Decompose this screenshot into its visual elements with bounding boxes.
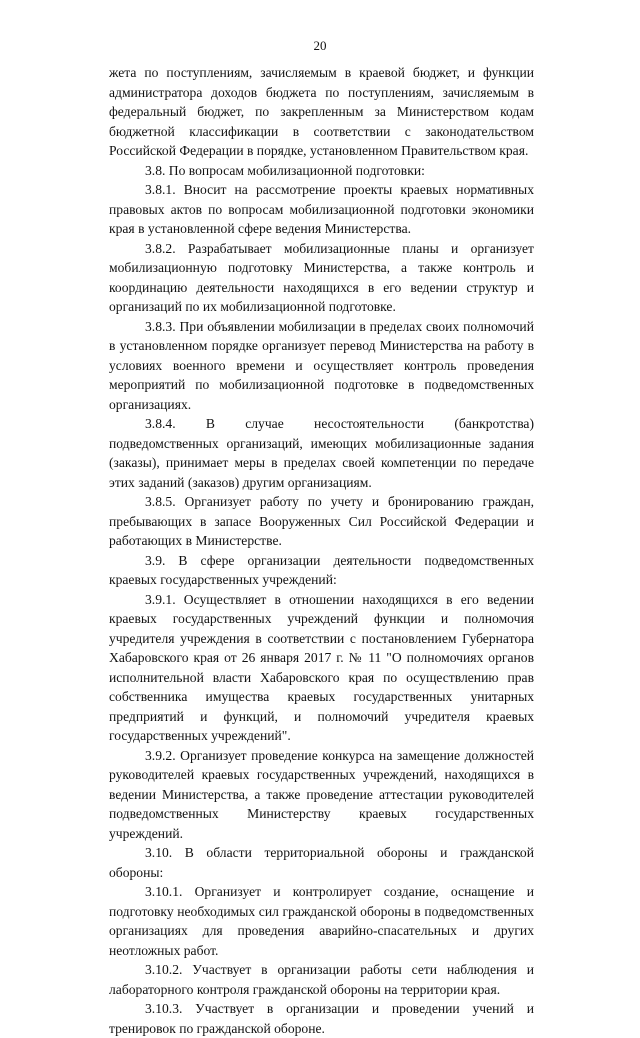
paragraph-3-8-3: 3.8.3. При объявлении мобилизации в пределах своих полномочий в установленном порядке организует перевод Министерства на работу в условиях военного времени и осуществляет контроль проведения мероприятий по мобилизационной подготовке в подведомственных организациях. bbox=[109, 318, 534, 412]
paragraph-3-10-1: 3.10.1. Организует и контролирует создание, оснащение и подготовку необходимых сил гражданской обороны в подведомственных организациях для проведения аварийно-спасательных и других неотложных работ. bbox=[109, 884, 534, 958]
paragraph-3-8-1: 3.8.1. Вносит на рассмотрение проекты краевых нормативных правовых актов по вопросам мобилизационной подготовки экономики края в установленной сфере ведения Министерства. bbox=[109, 182, 534, 236]
paragraph-3-8-2: 3.8.2. Разрабатывает мобилизационные планы и организует мобилизационную подготовку Министерства, а также контроль и координацию деятельности находящихся в его ведении структур и организаций по их мобилизационной подготовке. bbox=[109, 240, 534, 314]
paragraph-3-10-3: 3.10.3. Участвует в организации и проведении учений и тренировок по гражданской обороне. bbox=[109, 1001, 534, 1036]
paragraph-3-9-1: 3.9.1. Осуществляет в отношении находящихся в его ведении краевых государственных учреждений функции и полномочия учредителя учреждения в соответствии с постановлением Губернатора Хабаровского края от 26 января 2017 г. № 11 "О полномочиях органов исполнительной власти Хабаровского края по осуществлению прав собственника имущества краевых государственных унитарных предприятий и функций, и полномочий учредителя краевых государственных учреждений". bbox=[109, 591, 534, 743]
paragraph-3-8-5: 3.8.5. Организует работу по учету и бронированию граждан, пребывающих в запасе Вооруженных Сил Российской Федерации и работающих в Министерстве. bbox=[109, 494, 534, 548]
paragraph-3-10-2: 3.10.2. Участвует в организации работы сети наблюдения и лабораторного контроля гражданской обороны на территории края. bbox=[109, 962, 534, 997]
paragraph-continuation: жета по поступлениям, зачисляемым в краевой бюджет, и функции администратора доходов бюджета по поступлениям, зачисляемым в федеральный бюджет, по закрепленным за Министерством кодам бюджетной классификации в соответствии с законодательством Российской Федерации в порядке, установленном Правительством края. bbox=[109, 65, 534, 158]
paragraph-3-10: 3.10. В области территориальной обороны и гражданской обороны: bbox=[109, 845, 534, 880]
paragraph-3-8-4: 3.8.4. В случае несостоятельности (банкротства) подведомственных организаций, имеющих мобилизационные задания (заказы), принимает меры в пределах своей компетенции по передаче этих заданий (заказов) другим организациям. bbox=[109, 416, 534, 490]
paragraph-3-8: 3.8. По вопросам мобилизационной подготовки: bbox=[145, 162, 425, 178]
page-number: 20 bbox=[313, 38, 327, 53]
paragraph-3-9: 3.9. В сфере организации деятельности подведомственных краевых государственных учреждений: bbox=[109, 552, 534, 587]
paragraph-3-9-2: 3.9.2. Организует проведение конкурса на замещение должностей руководителей краевых государственных учреждений, находящихся в ведении Министерства, а также проведение аттестации руководителей подведомственных Министерству краевых государственных учреждений. bbox=[109, 747, 534, 841]
document-body bbox=[109, 63, 534, 1038]
